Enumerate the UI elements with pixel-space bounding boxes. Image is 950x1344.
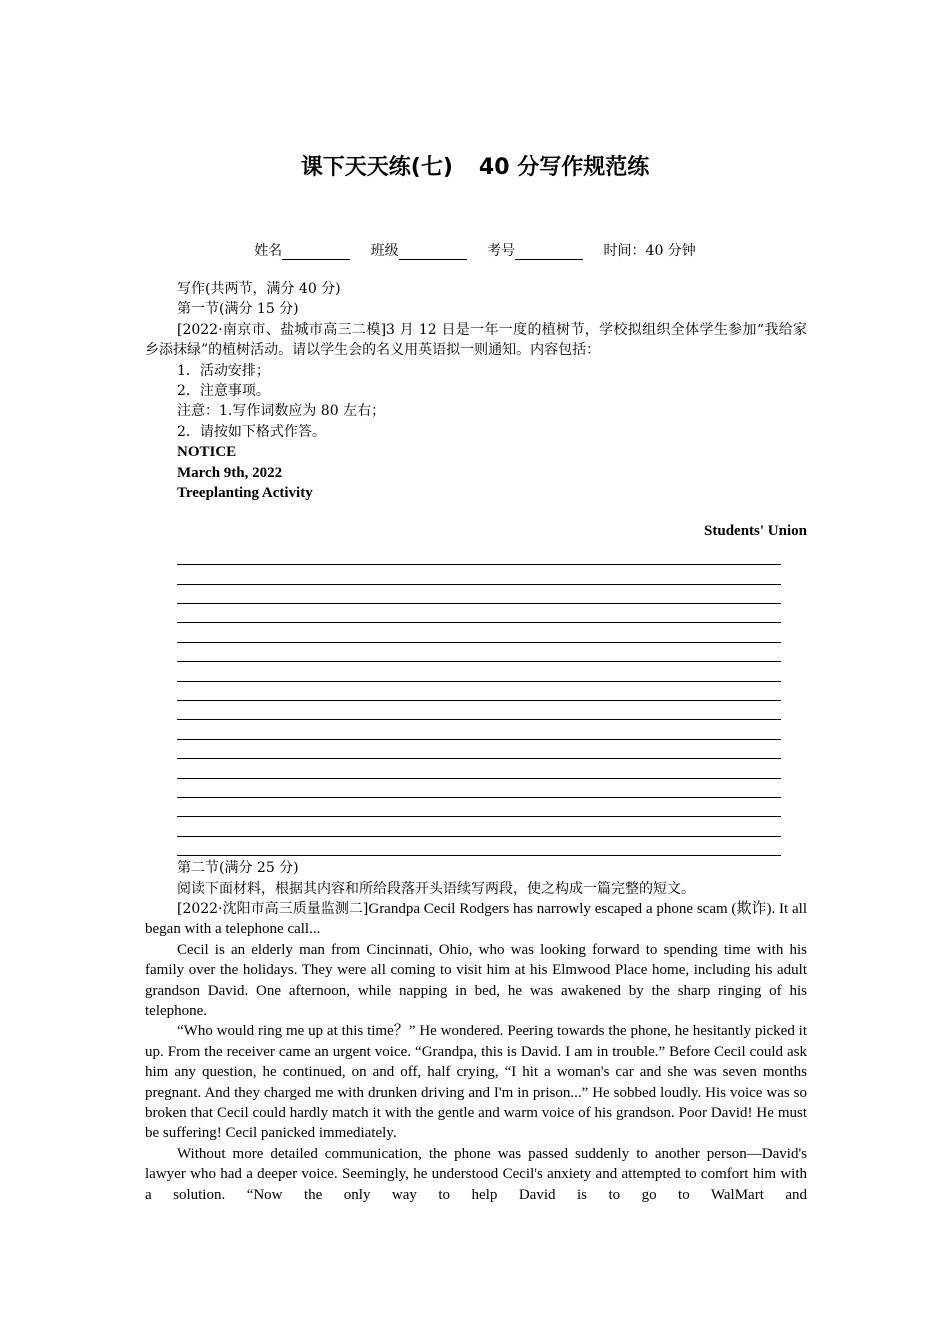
passage-paragraph-2: Cecil is an elderly man from Cincinnati, Ohio, who was looking forward to spending time with his family over the holidays. They were all coming to visit him at his Elmwood Place home, including his adult grandson David. One afternoon, while napping in bed, he was awakened by the sharp ringing of his telephone.	[145, 941, 807, 1019]
writing-line[interactable]	[177, 546, 781, 565]
writing-line[interactable]	[177, 837, 781, 856]
passage-paragraph-1	[145, 899, 807, 940]
title-part-2: 40 分写作规范练	[478, 155, 650, 180]
writing-lines[interactable]	[177, 546, 781, 856]
class-blank[interactable]	[399, 245, 467, 260]
writing-line[interactable]	[177, 759, 781, 778]
part2-heading: 第二节(满分 25 分)	[177, 860, 299, 877]
notice-heading: NOTICE	[177, 444, 237, 461]
part1-prompt	[145, 320, 807, 361]
notice-activity: Treeplanting Activity	[177, 485, 313, 502]
passage-paragraph-3: “Who would ring me up at this time？” He wondered. Peering towards the phone, he hesitantly picked it up. From the receiver came an urgent voice. “Grandpa, this is David. I am in trouble.” Before Cecil could ask him any question, he continued, on and off, half crying, “I hit a woman's car and she was seven months pregnant. And they charged me with drunken driving and I'm in prison...” He sobbed loudly. His voice was so broken that Cecil could hardly match it with the gentle and warm voice of his grandson. Poor David! He must be suffering! Cecil panicked immediately.	[145, 1023, 807, 1142]
name-blank[interactable]	[282, 245, 350, 260]
writing-line[interactable]	[177, 682, 781, 701]
part2-source: [2022·沈阳市高三质量监测二]	[177, 900, 369, 917]
writing-line[interactable]	[177, 779, 781, 798]
section-heading: 写作(共两节，满分 40 分)	[177, 281, 341, 297]
name-label: 姓名	[254, 243, 283, 259]
student-info-row	[0, 240, 950, 260]
writing-line[interactable]	[177, 817, 781, 836]
notice-date: March 9th, 2022	[177, 464, 283, 481]
writing-line[interactable]	[177, 565, 781, 584]
exam-number-blank[interactable]	[515, 245, 583, 260]
writing-line[interactable]	[177, 662, 781, 681]
part1-item-2: 2．注意事项。	[177, 383, 270, 400]
page-title	[0, 150, 950, 181]
exam-number-label: 考号	[487, 243, 516, 259]
writing-line[interactable]	[177, 585, 781, 604]
writing-line[interactable]	[177, 798, 781, 817]
writing-line[interactable]	[177, 604, 781, 623]
worksheet-body	[145, 279, 807, 1205]
spacer	[145, 503, 807, 521]
writing-line[interactable]	[177, 740, 781, 759]
writing-line[interactable]	[177, 623, 781, 642]
writing-line[interactable]	[177, 643, 781, 662]
part1-note-1: 注意：1.写作词数应为 80 左右；	[177, 403, 386, 420]
class-label: 班级	[370, 243, 399, 259]
notice-signature: Students' Union	[704, 523, 807, 540]
writing-line[interactable]	[177, 720, 781, 739]
passage-paragraph-4: Without more detailed communication, the phone was passed suddenly to another person—David's lawyer who had a deeper voice. Seemingly, he understood Cecil's anxiety and attempted to comfort him with a solution. “Now the only way to help David is to go to WalMart and	[145, 1145, 807, 1203]
part1-source: [2022·南京市、盐城市高三二模]	[177, 321, 387, 338]
part1-prompt-text: 3 月 12 日是一年一度的植树节，学校拟组织全体学生参加“我给家乡添抹绿”的植树活动。请以学生会的名义用英语拟一则通知。内容包括：	[145, 321, 807, 359]
title-part-1: 课下天天练(七)	[300, 155, 453, 180]
part1-heading: 第一节(满分 15 分)	[177, 301, 299, 318]
passage-paragraph-1-text: Grandpa Cecil Rodgers has narrowly escaped a phone scam (欺诈). It all began with a telephone call...	[145, 900, 807, 938]
part2-instruction: 阅读下面材料，根据其内容和所给段落开头语续写两段，使之构成一篇完整的短文。	[177, 880, 695, 897]
writing-line[interactable]	[177, 701, 781, 720]
time-label: 时间：40 分钟	[603, 243, 696, 259]
part1-note-2: 2．请按如下格式作答。	[177, 423, 326, 440]
part1-item-1: 1．活动安排；	[177, 362, 270, 379]
